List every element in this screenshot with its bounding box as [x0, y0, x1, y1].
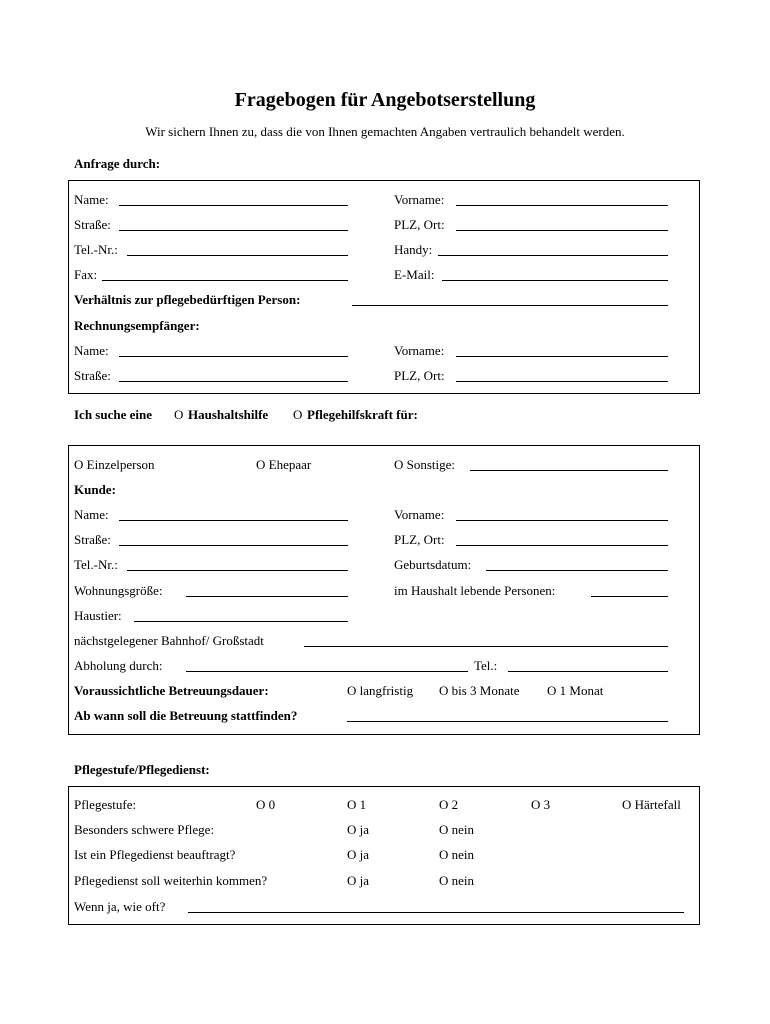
label-haushaltshilfe: Haushaltshilfe [188, 407, 269, 422]
label-wie-oft: Wenn ja, wie oft? [74, 899, 166, 914]
plz-field[interactable] [456, 230, 668, 231]
k-name-field[interactable] [119, 520, 348, 521]
label-pflegedienst-beauftragt: Ist ein Pflegedienst beauftragt? [74, 847, 236, 862]
label-k-name: Name: [74, 507, 109, 522]
label-r-strasse: Straße: [74, 368, 111, 383]
section-heading-pflegestufe: Pflegestufe/Pflegedienst: [74, 762, 210, 777]
section-box-anfrage [68, 180, 700, 394]
label-email: E-Mail: [394, 267, 435, 282]
label-k-plz: PLZ, Ort: [394, 532, 445, 547]
label-tel: Tel.-Nr.: [74, 242, 118, 257]
label-k-tel: Tel.-Nr.: [74, 557, 118, 572]
label-haushalt-personen: im Haushalt lebende Personen: [394, 583, 556, 598]
label-plz: PLZ, Ort: [394, 217, 445, 232]
option-schwere-nein[interactable]: O nein [439, 822, 475, 837]
r-strasse-field[interactable] [119, 381, 348, 382]
label-haustier: Haustier: [74, 608, 122, 623]
label-handy: Handy: [394, 242, 433, 257]
label-pflegehilfskraft: Pflegehilfskraft für: [307, 407, 418, 422]
handy-field[interactable] [438, 255, 668, 256]
wohnungsgroesse-field[interactable] [186, 596, 348, 597]
label-vorname: Vorname: [394, 192, 445, 207]
confidentiality-note: Wir sichern Ihnen zu, dass die von Ihnen gemachten Angaben vertraulich behandelt werden. [145, 124, 625, 139]
tel-field[interactable] [127, 255, 348, 256]
option-bis-3-monate[interactable]: O bis 3 Monate [439, 683, 520, 698]
option-ehepaar[interactable]: O Ehepaar [256, 457, 312, 472]
option-stufe-0[interactable]: O 0 [256, 797, 276, 812]
label-r-vorname: Vorname: [394, 343, 445, 358]
label-fax: Fax: [74, 267, 98, 282]
fax-field[interactable] [102, 280, 348, 281]
option-schwere-ja[interactable]: O ja [347, 822, 370, 837]
option-weiter-ja[interactable]: O ja [347, 873, 370, 888]
checkbox-haushaltshilfe[interactable]: O [174, 407, 184, 422]
label-abholung-tel: Tel.: [474, 658, 498, 673]
wie-oft-field[interactable] [188, 912, 684, 913]
option-haertefall[interactable]: O Härtefall [622, 797, 681, 812]
email-field[interactable] [442, 280, 668, 281]
label-betreuungsdauer: Voraussichtliche Betreuungsdauer: [74, 683, 269, 698]
name-field[interactable] [119, 205, 348, 206]
label-kunde: Kunde: [74, 482, 116, 497]
label-strasse: Straße: [74, 217, 111, 232]
option-stufe-3[interactable]: O 3 [531, 797, 551, 812]
section-heading-anfrage: Anfrage durch: [74, 156, 161, 171]
abholung-tel-field[interactable] [508, 671, 668, 672]
label-ich-suche: Ich suche eine [74, 407, 152, 422]
page-title: Fragebogen für Angebotserstellung [234, 89, 536, 111]
option-stufe-2[interactable]: O 2 [439, 797, 459, 812]
label-verhaeltnis: Verhältnis zur pflegebedürftigen Person: [74, 292, 301, 307]
option-1-monat[interactable]: O 1 Monat [547, 683, 604, 698]
label-k-strasse: Straße: [74, 532, 111, 547]
k-plz-field[interactable] [456, 545, 668, 546]
option-stufe-1[interactable]: O 1 [347, 797, 367, 812]
haushalt-personen-field[interactable] [591, 596, 668, 597]
abholung-field[interactable] [186, 671, 468, 672]
option-weiter-nein[interactable]: O nein [439, 873, 475, 888]
k-strasse-field[interactable] [119, 545, 348, 546]
k-tel-field[interactable] [127, 570, 348, 571]
label-abholung: Abholung durch: [74, 658, 163, 673]
verhaeltnis-field[interactable] [352, 305, 668, 306]
r-name-field[interactable] [119, 356, 348, 357]
label-rechnungsempfaenger: Rechnungsempfänger: [74, 318, 200, 333]
haustier-field[interactable] [134, 621, 348, 622]
option-langfristig[interactable]: O langfristig [347, 683, 414, 698]
label-r-plz: PLZ, Ort: [394, 368, 445, 383]
label-geburtsdatum: Geburtsdatum: [394, 557, 472, 572]
r-plz-field[interactable] [456, 381, 668, 382]
vorname-field[interactable] [456, 205, 668, 206]
label-schwere-pflege: Besonders schwere Pflege: [74, 822, 215, 837]
ab-wann-field[interactable] [347, 721, 668, 722]
option-beauftragt-nein[interactable]: O nein [439, 847, 475, 862]
k-vorname-field[interactable] [456, 520, 668, 521]
label-name: Name: [74, 192, 109, 207]
label-pflegestufe: Pflegestufe: [74, 797, 137, 812]
option-einzelperson[interactable]: O Einzelperson [74, 457, 155, 472]
option-sonstige[interactable]: O Sonstige: [394, 457, 456, 472]
label-ab-wann: Ab wann soll die Betreuung stattfinden? [74, 708, 298, 723]
strasse-field[interactable] [119, 230, 348, 231]
label-k-vorname: Vorname: [394, 507, 445, 522]
sonstige-field[interactable] [470, 470, 668, 471]
label-wohnungsgroesse: Wohnungsgröße: [74, 583, 163, 598]
label-pflegedienst-weiter: Pflegedienst soll weiterhin kommen? [74, 873, 268, 888]
checkbox-pflegehilfskraft[interactable]: O [293, 407, 303, 422]
r-vorname-field[interactable] [456, 356, 668, 357]
label-bahnhof: nächstgelegener Bahnhof/ Großstadt [74, 633, 264, 648]
option-beauftragt-ja[interactable]: O ja [347, 847, 370, 862]
bahnhof-field[interactable] [304, 646, 668, 647]
label-r-name: Name: [74, 343, 109, 358]
geburtsdatum-field[interactable] [486, 570, 668, 571]
